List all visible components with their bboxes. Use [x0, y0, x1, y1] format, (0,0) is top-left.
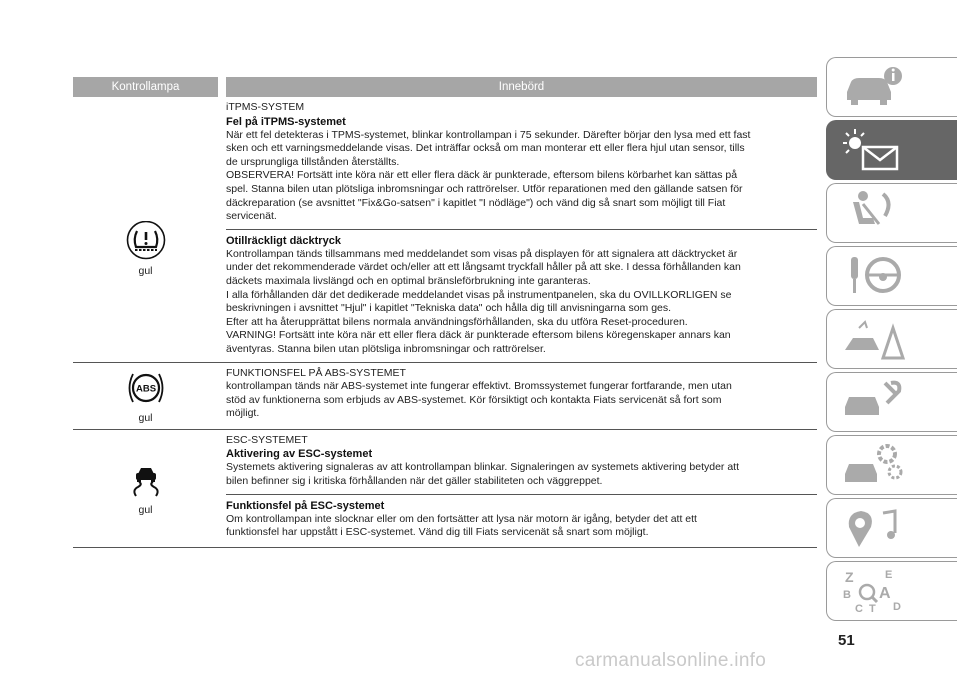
tab-index[interactable] [826, 561, 957, 621]
page-number: 51 [838, 632, 855, 649]
section-tpms-fault [226, 97, 817, 230]
section-esc-fault [226, 495, 817, 547]
description-cell [226, 430, 817, 547]
table-row [73, 363, 817, 430]
abs-icon-label: ABS [135, 383, 156, 395]
index-letter: T [869, 603, 876, 615]
tpms-warning-icon [124, 221, 168, 261]
description-cell [226, 97, 817, 362]
section-heading: Aktivering av ESC-systemet [226, 448, 373, 461]
section-heading: Otillräckligt däcktryck [226, 234, 341, 247]
index-letter: Z [845, 569, 854, 585]
warning-light-table [73, 77, 817, 548]
index-letter: D [893, 601, 901, 613]
key-steering-wheel-icon [839, 251, 907, 301]
section-body: kontrollampan tänds när ABS-systemet inte fungerar effektivt. Bromssystemet fungerar fortfarande, men utan stöd av funktionerna som erbjuds av ABS-systemet. Kör försiktigt och kontakta Fiats servicenät så fort som möjligt. [226, 380, 732, 420]
section-abs-fault [226, 363, 817, 429]
section-body: Systemets aktivering signaleras av att kontrollampan blinkar. Signaleringen av systemets aktivering betyder att bilen befinner sig i kritiska förhållanden när det gäller stabiliteten och väggreppet. [226, 461, 740, 488]
seat-airbag-icon [839, 188, 907, 238]
section-body: När ett fel detekteras i TPMS-systemet, blinkar kontrollampan i 75 sekunder. Därefter börjar den lysa med ett fast sken och ett varningsmeddelande visas. Det inträffar också om man monterar ett eller flera hjul utan sensor, tills de ursprungliga tillstånden återställts. OBSERVERA! Fortsätt inte köra när ett eller flera däck är punkterade, eftersom bilens körbarhet kan sättas på spel. Stanna bilen utan plötsliga inbromsningar och rattrörelser. Utför reparationen med den gällande satsen för däckreparation (se avsnittet "Fix&Go-satsen" i kapitlet "I nödläge") och vänd dig så snart som möjligt till Fiat servicenät. [226, 128, 751, 223]
icon-caption: gul [138, 504, 153, 517]
table-row [73, 97, 817, 363]
section-esc-activation [226, 430, 817, 495]
warning-triangle-icon [839, 314, 907, 364]
tab-emergency[interactable] [826, 309, 957, 369]
car-service-icon [839, 377, 907, 427]
index-letter: B [843, 589, 851, 601]
section-low-pressure [226, 230, 817, 362]
tab-warning-lights[interactable] [826, 120, 957, 180]
section-body: Kontrollampan tänds tillsammans med meddelandet som visas på displayen för att signalera att däcktrycket är under det rekommenderade värdet och/eller att ett långsamt tryckfall håller på att ske. I dessa förhållanden kan däckets maximala livslängd och en optimal bränsleförbrukning inte garanteras. I alla förhållanden där det dedikerade meddelandet visas på instrumentpanelen, ska du OVILLKORLIGEN se beskrivningen i avsnittet "Hjul" i kapitlet "Tekniska data" och hålla dig till anvisningarna som ges. Efter att ha återupprättat bilens normala användningsförhållanden, ska du utföra Reset-proceduren. VARNING! Fortsätt inte köra när ett eller flera däck är punkterade eftersom bilens köregenskaper annars kan äventyras. Stanna bilen utan plötsliga inbromsningar och rattrörelser. [226, 247, 741, 355]
index-letter: C [855, 603, 863, 615]
alphabet-index-icon [839, 566, 907, 616]
icon-cell [73, 363, 218, 429]
icon-cell [73, 430, 218, 547]
index-letter: E [885, 569, 893, 581]
description-cell [226, 363, 817, 429]
header-innebord: Innebörd [226, 77, 817, 97]
section-intro: ESC-SYSTEMET [226, 433, 308, 446]
section-heading: Fel på iTPMS-systemet [226, 115, 346, 128]
tab-technical-data[interactable] [826, 435, 957, 495]
icon-caption: gul [138, 411, 153, 424]
esc-skid-icon [124, 460, 168, 500]
media-navigation-icon [839, 503, 907, 553]
tab-starting-driving[interactable] [826, 246, 957, 306]
tab-safety[interactable] [826, 183, 957, 243]
icon-cell [73, 97, 218, 362]
icon-caption: gul [138, 265, 153, 278]
table-row [73, 430, 817, 548]
section-heading: Funktionsfel på ESC-systemet [226, 499, 385, 512]
index-letter: A [879, 585, 891, 602]
abs-warning-icon [124, 368, 168, 408]
car-info-icon [839, 62, 907, 112]
section-intro: FUNKTIONSFEL PÅ ABS-SYSTEMET [226, 366, 406, 379]
tab-car-info[interactable] [826, 57, 957, 117]
table-header [73, 77, 817, 97]
section-body: Om kontrollampan inte slocknar eller om den fortsätter att lysa när motorn är igång, betyder det att ett funktionsfel har uppstått i ESC-systemet. Vänd dig till Fiats servicenät så snart som möjligt. [226, 512, 697, 539]
tab-multimedia[interactable] [826, 498, 957, 558]
tab-maintenance[interactable] [826, 372, 957, 432]
warning-light-message-icon [839, 125, 907, 175]
car-gears-icon [839, 440, 907, 490]
watermark: carmanualsonline.info [575, 650, 767, 671]
header-kontrollampa: Kontrollampa [73, 77, 218, 97]
section-intro: iTPMS-SYSTEM [226, 101, 305, 113]
